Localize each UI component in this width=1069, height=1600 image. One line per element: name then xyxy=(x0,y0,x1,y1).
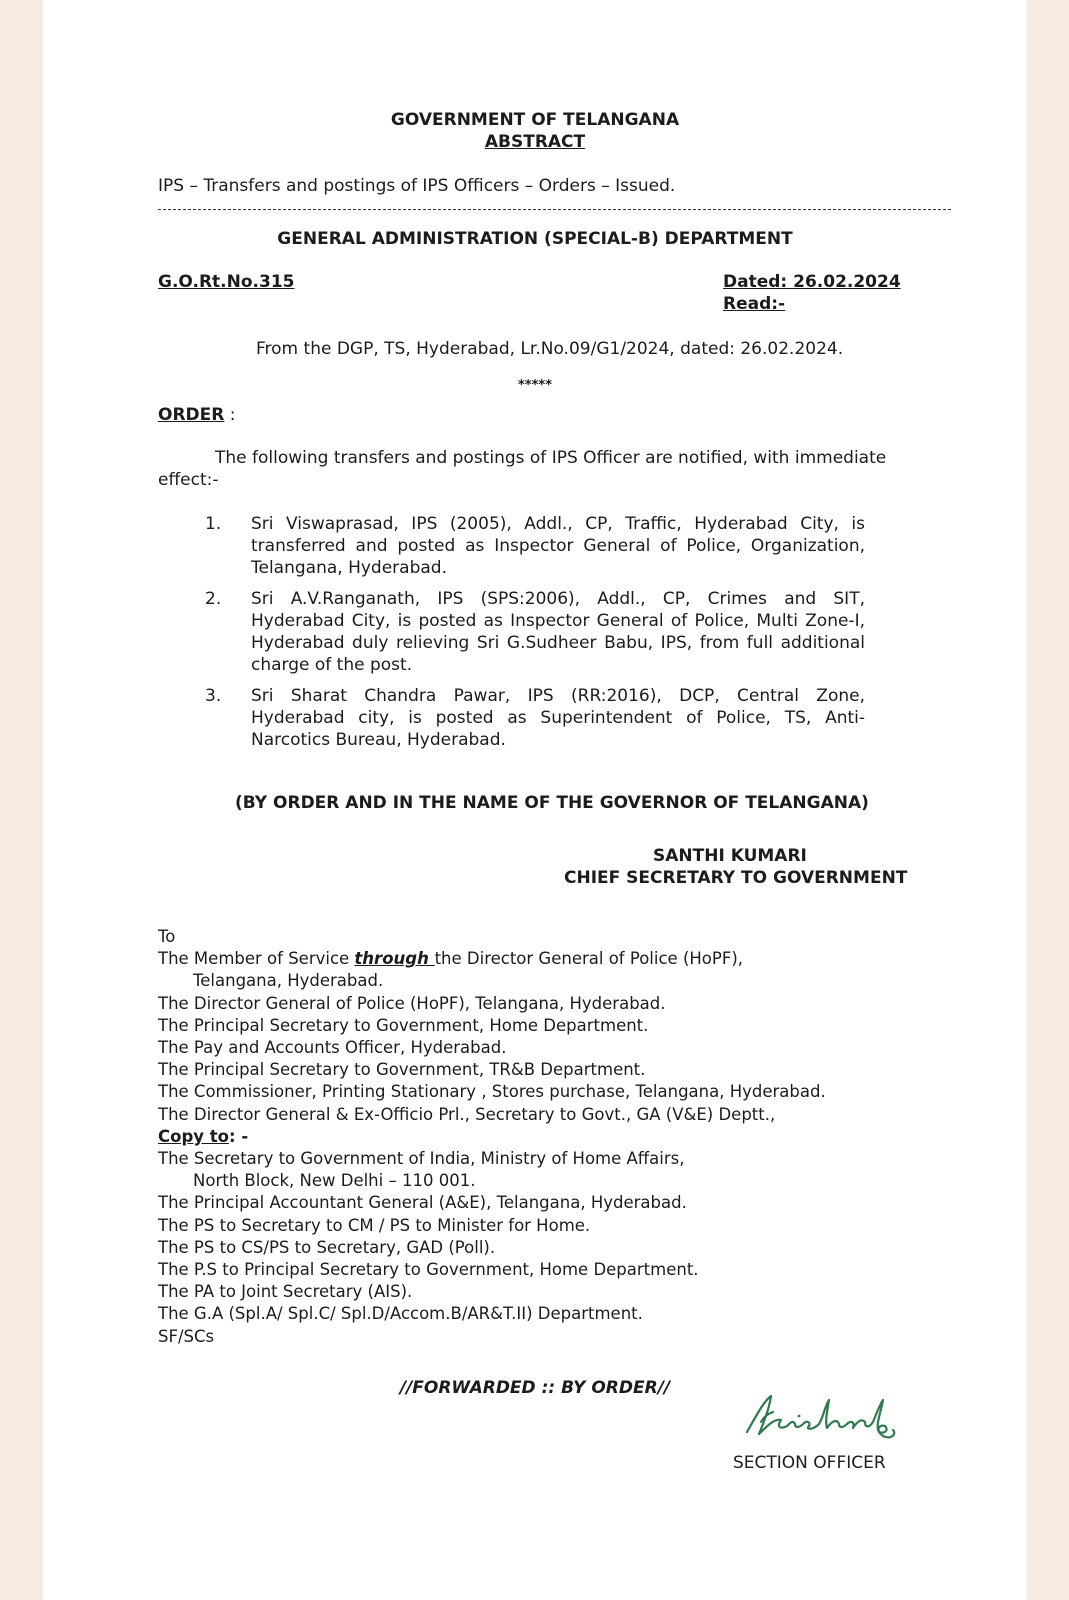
order-heading xyxy=(158,404,236,426)
distribution-line: The Secretary to Government of India, Ministry of Home Affairs, xyxy=(158,1149,685,1169)
signature-mark xyxy=(733,1382,933,1452)
order-item xyxy=(205,685,905,751)
distribution-line: The PA to Joint Secretary (AIS). xyxy=(158,1282,413,1302)
dashed-divider xyxy=(158,209,951,210)
order-intro: The following transfers and postings of IPS Officer are notified, with immediate effect:- xyxy=(158,448,887,490)
abstract-heading: ABSTRACT xyxy=(484,132,586,152)
item-text: Sri Viswaprasad, IPS (2005), Addl., CP, Traffic, Hyderabad City, is transferred and posted as Inspector General of Police, Organization, Telangana, Hyderabad. xyxy=(251,514,865,578)
distribution-line: SF/SCs xyxy=(158,1326,215,1346)
distribution-line: The Principal Accountant General (A&E), Telangana, Hyderabad. xyxy=(158,1193,687,1213)
forwarded-line: //FORWARDED :: BY ORDER// xyxy=(399,1378,671,1398)
copy-to-label: Copy to xyxy=(158,1126,229,1146)
item-number: 2. xyxy=(205,589,222,609)
signatory-name: SANTHI KUMARI xyxy=(653,846,807,866)
distribution-line: The PS to CS/PS to Secretary, GAD (Poll). xyxy=(158,1237,496,1257)
signatory-title: CHIEF SECRETARY TO GOVERNMENT xyxy=(564,868,908,888)
distribution-line: The P.S to Principal Secretary to Government, Home Department. xyxy=(158,1260,699,1280)
separator-stars: ***** xyxy=(518,378,552,393)
distribution-line: The Principal Secretary to Government, TR&B Department. xyxy=(158,1060,646,1080)
first-recipient-pre: The Member of Service xyxy=(158,949,355,969)
item-number: 3. xyxy=(205,686,222,706)
item-text: Sri A.V.Ranganath, IPS (SPS:2006), Addl., CP, Crimes and SIT, Hyderabad City, is posted as Inspector General of Police, Multi Zone-I, Hyderabad duly relieving Sri G.Sudheer Babu, IPS, from full additional charge of the post. xyxy=(251,589,865,675)
copy-to-heading xyxy=(158,1126,958,1148)
reference-line: From the DGP, TS, Hyderabad, Lr.No.09/G1/2024, dated: 26.02.2024. xyxy=(256,339,844,359)
order-item xyxy=(205,588,905,676)
distribution-line: North Block, New Delhi – 110 001. xyxy=(193,1171,476,1191)
distribution-line: The Commissioner, Printing Stationary , Stores purchase, Telangana, Hyderabad. xyxy=(158,1082,826,1102)
order-item xyxy=(205,513,905,579)
distribution-line: The Pay and Accounts Officer, Hyderabad. xyxy=(158,1038,507,1058)
government-heading: GOVERNMENT OF TELANGANA xyxy=(390,110,680,130)
distribution-line: Telangana, Hyderabad. xyxy=(193,971,384,991)
distribution-line: The G.A (Spl.A/ Spl.C/ Spl.D/Accom.B/AR&T.II) Department. xyxy=(158,1304,643,1324)
section-officer-label: SECTION OFFICER xyxy=(733,1453,886,1473)
distribution-line: The Principal Secretary to Government, Home Department. xyxy=(158,1015,649,1035)
first-recipient-post: the Director General of Police (HoPF), xyxy=(434,949,744,969)
subject-line: IPS – Transfers and postings of IPS Officers – Orders – Issued. xyxy=(158,176,676,196)
item-number: 1. xyxy=(205,514,222,534)
read-label: Read:- xyxy=(723,294,786,314)
department-heading: GENERAL ADMINISTRATION (SPECIAL-B) DEPARTMENT xyxy=(277,229,793,249)
distribution-line xyxy=(158,948,958,970)
item-text: Sri Sharat Chandra Pawar, IPS (RR:2016), DCP, Central Zone, Hyderabad city, is posted as Superintendent of Police, TS, Anti-Narcotics Bureau, Hyderabad. xyxy=(251,686,865,750)
to-label: To xyxy=(158,927,176,946)
through-emphasis: through xyxy=(354,949,435,969)
document-page xyxy=(43,0,1027,1600)
distribution-line: The Director General & Ex-Officio Prl., Secretary to Govt., GA (V&E) Deptt., xyxy=(158,1104,776,1124)
distribution-line: The Director General of Police (HoPF), Telangana, Hyderabad. xyxy=(158,993,666,1013)
by-order-line: (BY ORDER AND IN THE NAME OF THE GOVERNOR OF TELANGANA) xyxy=(235,793,869,813)
go-number: G.O.Rt.No.315 xyxy=(158,272,295,292)
go-date: Dated: 26.02.2024 xyxy=(723,272,901,292)
distribution-list xyxy=(158,926,958,1348)
copy-to-suffix: : - xyxy=(228,1126,249,1146)
distribution-line: The PS to Secretary to CM / PS to Minister for Home. xyxy=(158,1215,591,1235)
order-label: ORDER xyxy=(158,405,225,425)
order-colon: : xyxy=(224,405,236,425)
